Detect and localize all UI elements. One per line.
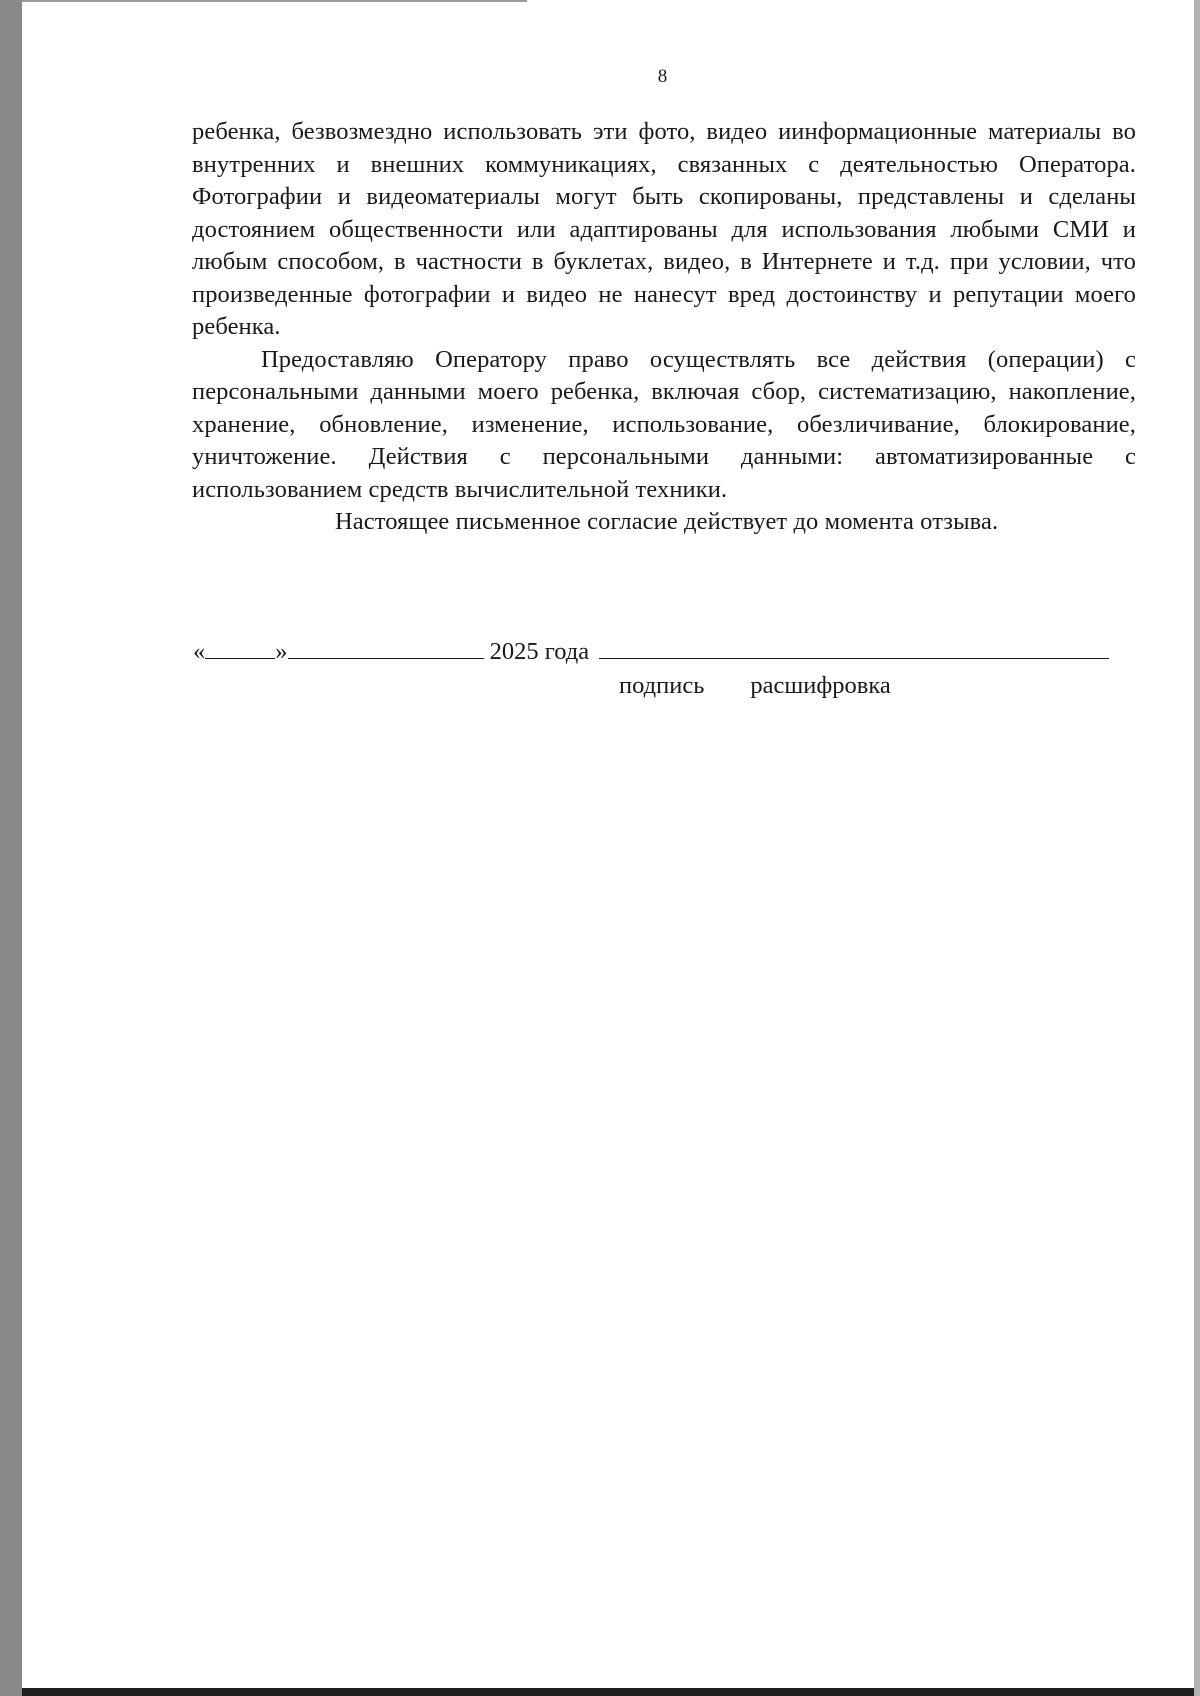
paragraph-data-processing: Предоставляю Оператору право осуществлять все действия (операции) с персональными данными моего ребенка, включая сбор, систематизацию, накопление, хранение, обновление, изменение, использование, обезличивание, блокирование, уничтожение. Действия с персональными данными: автоматизированные с использованием средств вычислительной техники.: [192, 345, 1136, 503]
close-quote: »: [275, 638, 288, 665]
date-signature-line: [193, 636, 1109, 668]
signature-labels: [619, 670, 891, 702]
scan-border-bottom: [22, 1688, 1194, 1696]
scan-border-top: [22, 0, 527, 2]
document-body: [192, 116, 1136, 539]
day-blank: [205, 636, 275, 659]
paragraph-media-consent: ребенка, безвозмездно использовать эти фото, видео иинформационные материалы во внутренних и внешних коммуникациях, связанных с деятельностью Оператора. Фотографии и видеоматериалы могут быть скопированы, представлены и сделаны достоянием общественности или адаптированы для использования любыми СМИ и любым способом, в частности в буклетах, видео, в Интернете и т.д. при условии, что произведенные фотографии и видео не нанесут вред достоинству и репутации моего ребенка.: [192, 118, 1136, 340]
scan-border-left: [0, 0, 22, 1696]
scan-border-right: [1194, 0, 1200, 1696]
page-number: 8: [657, 66, 668, 87]
paragraph-validity: Настоящее письменное согласие действует до момента отзыва.: [335, 508, 999, 535]
signature-blank: [599, 636, 1109, 659]
decoding-label: расшифровка: [750, 672, 891, 699]
month-blank: [288, 636, 484, 659]
signature-label: подпись: [619, 672, 705, 699]
year-text: 2025 года: [489, 638, 590, 665]
open-quote: «: [193, 638, 206, 665]
